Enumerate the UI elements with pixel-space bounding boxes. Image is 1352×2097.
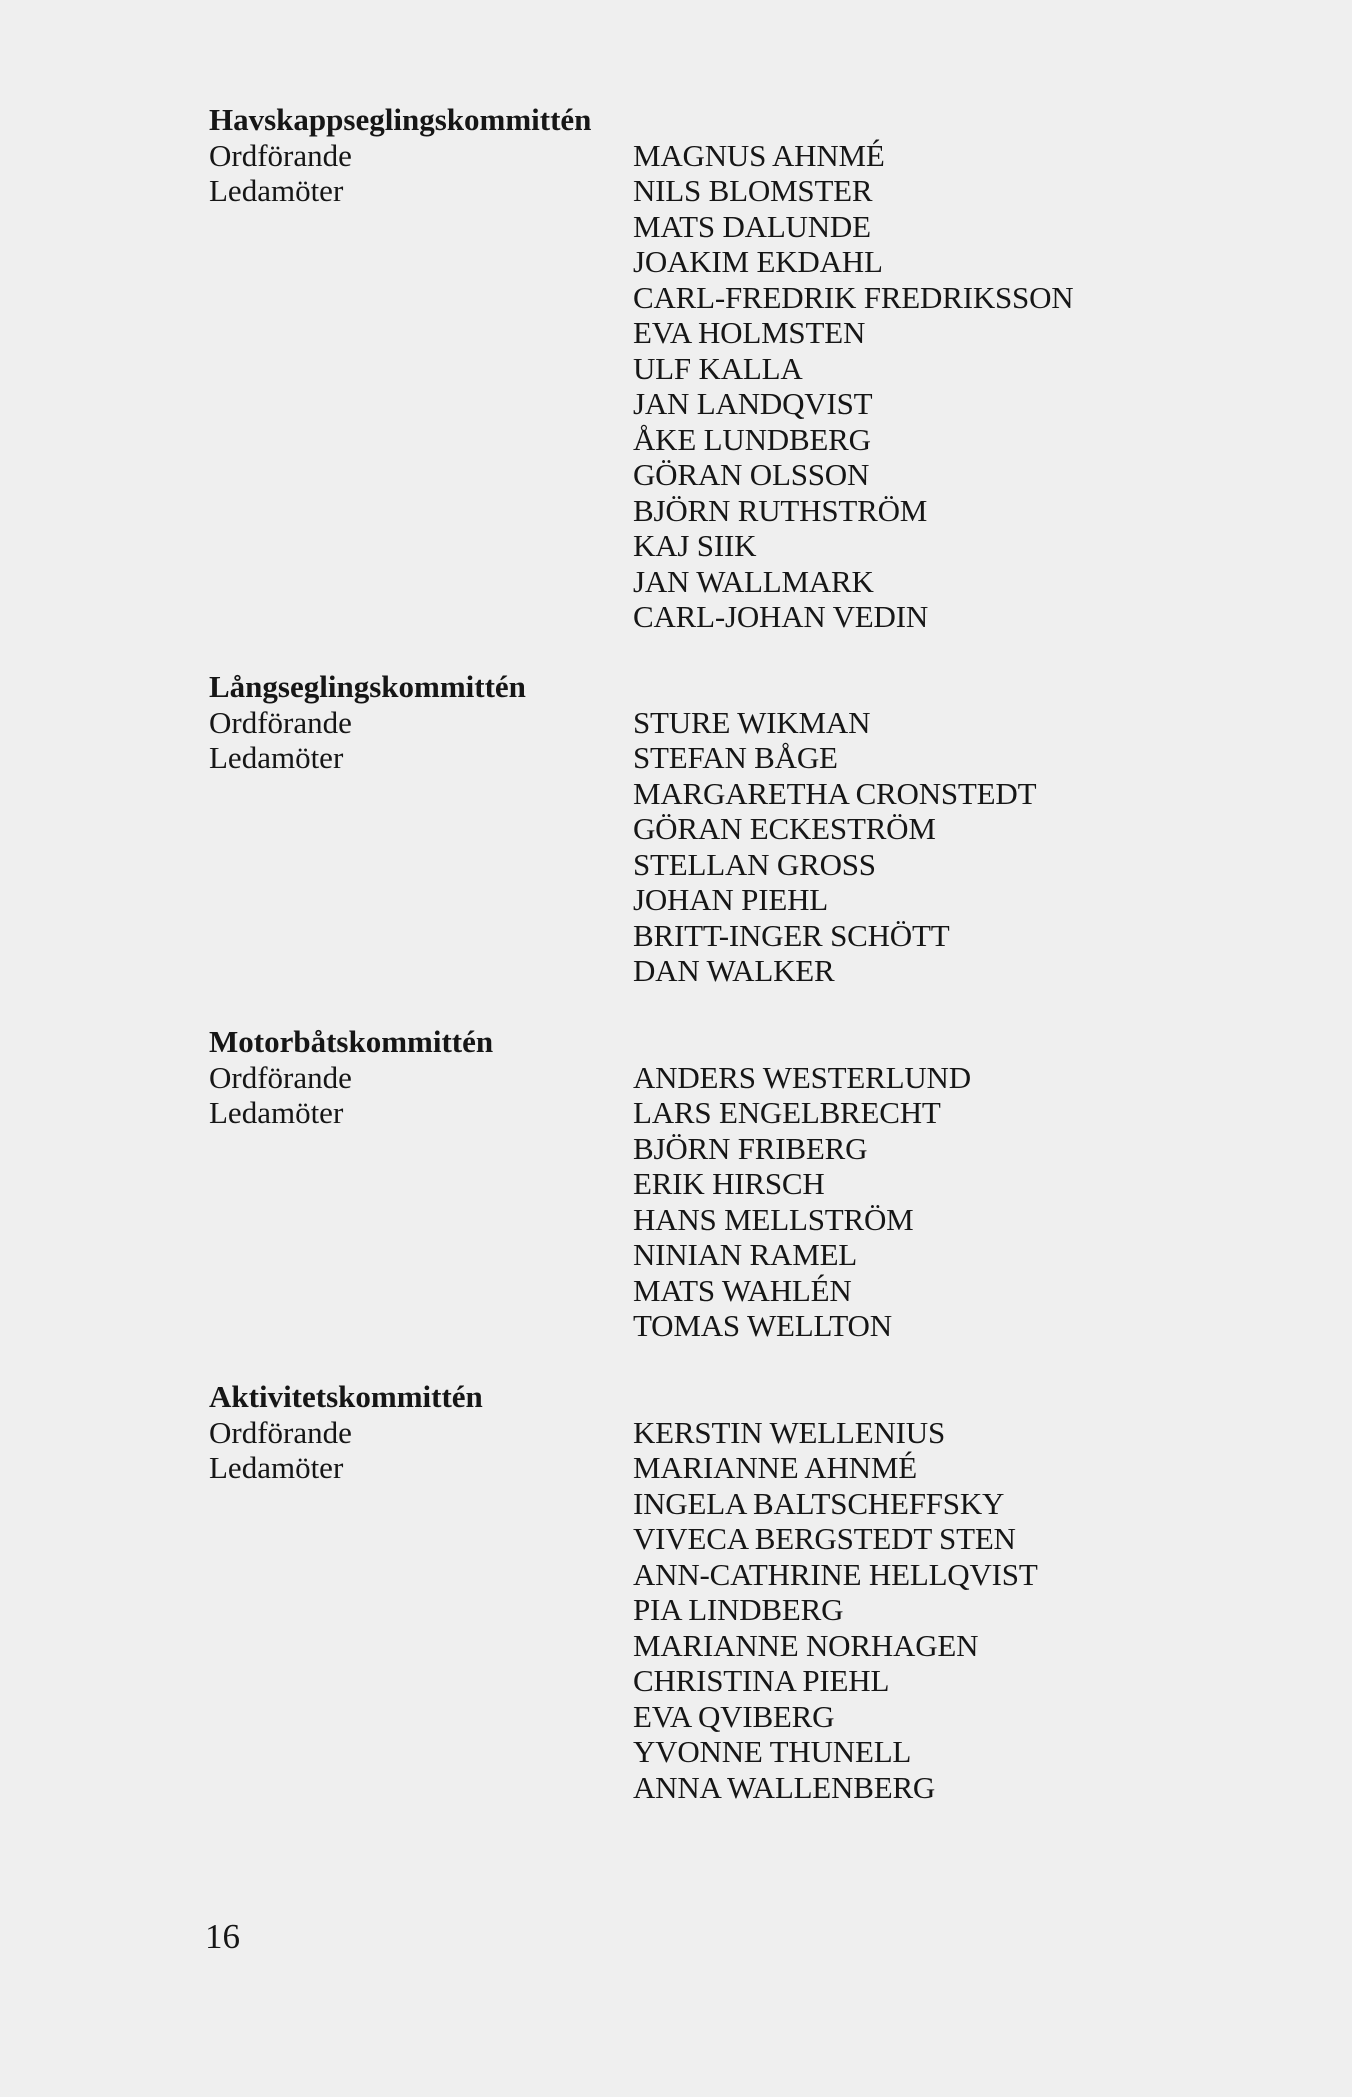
member-name: BJÖRN RUTHSTRÖM <box>633 492 928 528</box>
member-name: JAN WALLMARK <box>633 563 874 599</box>
chair-label: Ordförande <box>209 704 352 740</box>
member-row <box>209 847 1209 883</box>
member-name: STEFAN BÅGE <box>633 740 838 775</box>
member-row <box>209 1166 1209 1202</box>
member-row <box>209 1486 1209 1522</box>
member-row <box>209 1770 1209 1806</box>
committee-section <box>209 669 1209 989</box>
member-name: VIVECA BERGSTEDT STEN <box>633 1521 1016 1556</box>
member-name: ANNA WALLENBERG <box>633 1769 936 1805</box>
member-row <box>209 811 1209 847</box>
member-name: MAGNUS AHNMÉ <box>633 137 885 173</box>
member-row <box>209 1557 1209 1593</box>
chair-label: Ordförande <box>209 1059 352 1095</box>
member-name: STELLAN GROSS <box>633 846 876 882</box>
member-name: BRITT-INGER SCHÖTT <box>633 917 950 953</box>
member-row <box>209 280 1209 316</box>
members-label: Ledamöter <box>209 1095 344 1130</box>
member-row <box>209 776 1209 812</box>
member-name: MATS DALUNDE <box>633 208 871 244</box>
committee-section <box>209 1379 1209 1805</box>
member-row <box>209 1202 1209 1238</box>
members-label: Ledamöter <box>209 740 344 775</box>
member-name: GÖRAN ECKESTRÖM <box>633 811 936 846</box>
member-name: YVONNE THUNELL <box>633 1734 912 1769</box>
member-row <box>209 918 1209 954</box>
member-name: ANDERS WESTERLUND <box>633 1059 971 1095</box>
member-name: HANS MELLSTRÖM <box>633 1201 914 1237</box>
member-row <box>209 138 1209 174</box>
member-name: ANN-CATHRINE HELLQVIST <box>633 1556 1038 1592</box>
member-row <box>209 422 1209 458</box>
member-row <box>209 457 1209 493</box>
member-row <box>209 1592 1209 1628</box>
member-row <box>209 1237 1209 1273</box>
member-name: ERIK HIRSCH <box>633 1166 825 1201</box>
member-row <box>209 173 1209 209</box>
member-name: JOAKIM EKDAHL <box>633 244 883 279</box>
member-name: PIA LINDBERG <box>633 1592 844 1627</box>
member-name: CHRISTINA PIEHL <box>633 1663 890 1698</box>
member-name: NINIAN RAMEL <box>633 1237 858 1272</box>
member-name: CARL-JOHAN VEDIN <box>633 599 929 634</box>
member-name: MARGARETHA CRONSTEDT <box>633 775 1037 811</box>
members-label: Ledamöter <box>209 1450 344 1485</box>
member-name: DAN WALKER <box>633 953 835 988</box>
member-row <box>209 1095 1209 1131</box>
member-name: ULF KALLA <box>633 350 803 386</box>
member-name: STURE WIKMAN <box>633 704 871 740</box>
member-row <box>209 1663 1209 1699</box>
chair-label: Ordförande <box>209 137 352 173</box>
member-row <box>209 209 1209 245</box>
committee-section <box>209 1024 1209 1344</box>
committee-title: Havskappseglingskommittén <box>209 102 592 137</box>
member-row <box>209 1060 1209 1096</box>
page-number: 16 <box>205 1917 240 1956</box>
member-row <box>209 1734 1209 1770</box>
member-name: MARIANNE AHNMÉ <box>633 1450 917 1485</box>
member-row <box>209 705 1209 741</box>
member-name: EVA HOLMSTEN <box>633 315 866 350</box>
chair-label: Ordförande <box>209 1414 352 1450</box>
committee-title: Långseglingskommittén <box>209 669 526 704</box>
member-row <box>209 351 1209 387</box>
member-name: CARL-FREDRIK FREDRIKSSON <box>633 279 1074 315</box>
member-name: KAJ SIIK <box>633 528 757 563</box>
member-name: MATS WAHLÉN <box>633 1272 852 1308</box>
member-row <box>209 564 1209 600</box>
member-name: EVA QVIBERG <box>633 1698 835 1734</box>
member-name: LARS ENGELBRECHT <box>633 1095 941 1130</box>
member-row <box>209 1699 1209 1735</box>
member-row <box>209 1415 1209 1451</box>
committee-title: Motorbåtskommittén <box>209 1024 494 1059</box>
member-row <box>209 493 1209 529</box>
member-name: TOMAS WELLTON <box>633 1308 892 1343</box>
member-name: INGELA BALTSCHEFFSKY <box>633 1485 1005 1521</box>
member-name: JAN LANDQVIST <box>633 386 873 421</box>
member-row <box>209 1308 1209 1344</box>
members-label: Ledamöter <box>209 173 344 208</box>
member-row <box>209 1521 1209 1557</box>
member-row <box>209 740 1209 776</box>
member-row <box>209 599 1209 635</box>
member-row <box>209 528 1209 564</box>
committee-section <box>209 102 1209 635</box>
member-name: ÅKE LUNDBERG <box>633 421 871 457</box>
member-name: BJÖRN FRIBERG <box>633 1130 868 1166</box>
member-row <box>209 1628 1209 1664</box>
member-name: JOHAN PIEHL <box>633 882 828 917</box>
member-row <box>209 315 1209 351</box>
member-name: KERSTIN WELLENIUS <box>633 1414 946 1450</box>
member-row <box>209 1131 1209 1167</box>
member-row <box>209 882 1209 918</box>
member-row <box>209 386 1209 422</box>
member-name: NILS BLOMSTER <box>633 173 873 208</box>
member-name: MARIANNE NORHAGEN <box>633 1627 979 1663</box>
member-name: GÖRAN OLSSON <box>633 457 870 492</box>
committee-title: Aktivitetskommittén <box>209 1379 483 1414</box>
member-row <box>209 953 1209 989</box>
member-row <box>209 244 1209 280</box>
member-row <box>209 1450 1209 1486</box>
member-row <box>209 1273 1209 1309</box>
